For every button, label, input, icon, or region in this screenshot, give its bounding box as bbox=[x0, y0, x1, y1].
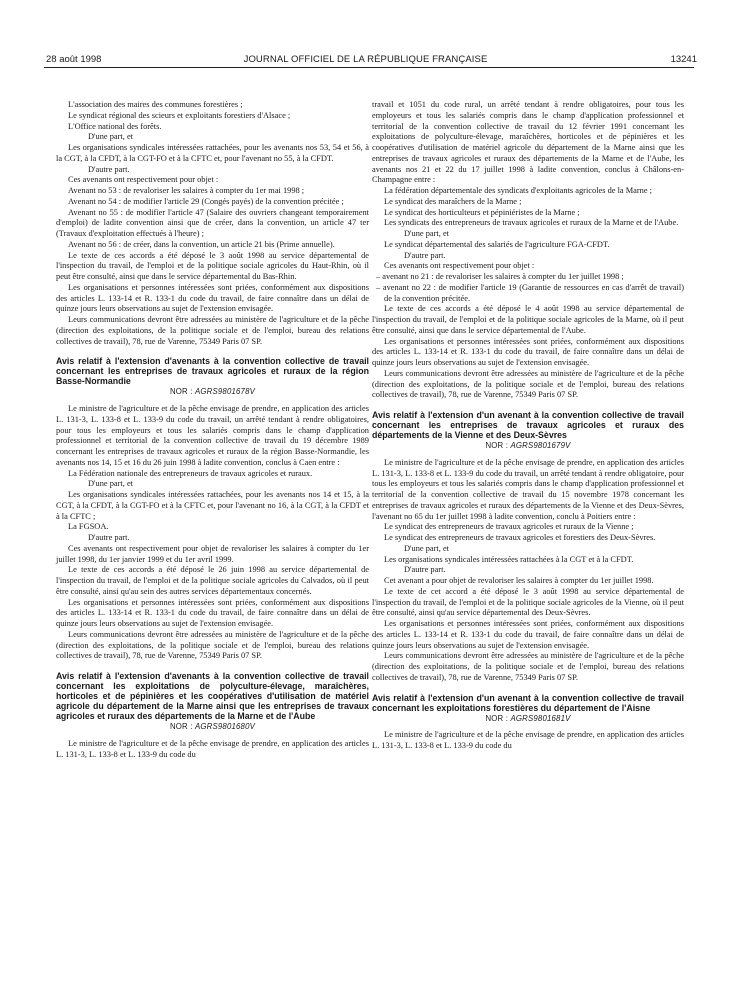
paragraph: Cet avenant a pour objet de revaloriser les salaires à compter du 1er juillet 1998. bbox=[384, 576, 654, 585]
paragraph: Le ministre de l'agriculture et de la pêche envisage de prendre, en application des articles L. 131-3, L. 133-8 et L. 133-9 du code du bbox=[372, 730, 684, 750]
paragraph: Les organisations syndicales intéressées rattachées, pour les avenants nos 14 et 15, à la CGT, à la CFDT, à la CGT-FO et à la CFTC et, pour l'avenant no 16, à la CGT, à la CFDT et à la CFTC ; bbox=[56, 490, 369, 521]
page-header bbox=[0, 54, 731, 68]
paragraph: Avenant no 54 : de modifier l'article 29 (Congés payés) de la convention précitée ; bbox=[68, 196, 344, 206]
nor-reference bbox=[56, 722, 369, 733]
paragraph: Leurs communications devront être adressées au ministère de l'agriculture et de la pêche (direction des exploitations, de la politique sociale et de l'emploi, bureau des relations collectives de travail), 78, rue de Varenne, 75349 Paris 07 SP. bbox=[56, 629, 369, 661]
paragraph: Le syndicat départemental des salariés de l'agriculture FGA-CFDT. bbox=[384, 239, 610, 249]
paragraph: La FGSOA. bbox=[68, 522, 109, 532]
nor-code: AGRS9801679V bbox=[510, 441, 571, 450]
paragraph: Le texte de ces accords a été déposé le 3 août 1998 au service départemental de l'inspection du travail, de l'emploi et de la politique sociale agricoles du Haut-Rhin, où il peut être consulté, ainsi que dans le service départemental du Bas-Rhin. bbox=[56, 250, 369, 281]
nor-reference bbox=[372, 714, 684, 725]
paragraph: L'association des maires des communes forestières ; bbox=[68, 100, 243, 109]
avis-title: Avis relatif à l'extension d'un avenant à la convention collective de travail concernant les entreprises de travaux agricoles et ruraux des départements de la Vienne et des Deux-Sèvres bbox=[372, 410, 684, 440]
paragraph: Les syndicats des entrepreneurs de travaux agricoles et ruraux de la Marne et de l'Aube. bbox=[384, 218, 679, 228]
paragraph: Le syndicat des horticulteurs et pépiniéristes de la Marne ; bbox=[384, 207, 580, 217]
right-column bbox=[372, 100, 684, 752]
nor-label: NOR : bbox=[169, 722, 193, 731]
paragraph: Le ministre de l'agriculture et de la pêche envisage de prendre, en application des articles L. 131-3, L. 133-8 et L. 133-9 du code du travail, un arrêté tendant à rendre obligatoire, pour tous les employeurs et tous les salariés compris dans le champ d'application professionnel et territorial de la convention collective de travail du 15 novembre 1978 concernant les entreprises de travaux agricoles et ruraux des départements de la Vienne et des Deux-Sèvres, l'avenant no 65 du 1er juillet 1998 à ladite convention, conclu à Poitiers entre : bbox=[372, 457, 684, 521]
paragraph: Les organisations et personnes intéressées sont priées, conformément aux dispositions des articles L. 133-14 et R. 133-1 du code du travail, de faire connaître dans un délai de quinze jours leurs observations au sujet de l'extension envisagée. bbox=[56, 282, 369, 314]
paragraph: Leurs communications devront être adressées au ministère de l'agriculture et de la pêche (direction des exploitations, de la politique sociale et de l'emploi, bureau des relations collectives de travail), 78, rue de Varenne, 75349 Paris 07 SP. bbox=[372, 368, 684, 400]
paragraph: La fédération départementale des syndicats d'exploitants agricoles de la Marne ; bbox=[384, 186, 653, 195]
paragraph: D'autre part. bbox=[88, 533, 130, 542]
paragraph: Le syndicat des entrepreneurs de travaux agricoles et forestiers des Deux-Sèvres. bbox=[384, 533, 656, 542]
paragraph: Le texte de cet accord a été déposé le 3 août 1998 au service départemental de l'inspection du travail, de l'emploi et de la politique sociale agricoles de la Vienne, où il peut être consulté, ainsi qu'au service départemental des Deux-Sèvres. bbox=[372, 586, 684, 618]
nor-reference bbox=[56, 387, 369, 398]
paragraph: Le texte de ces accords a été déposé le 26 juin 1998 au service départemental de l'inspection du travail, de l'emploi et de la politique sociale agricoles du Calvados, où il peut être consulté, ainsi qu'au sein des autres services départementaux concernés. bbox=[56, 565, 369, 596]
paragraph: Les organisations et personnes intéressées sont priées, conformément aux dispositions des articles L. 133-14 et R. 133-1 du code du travail, de faire connaître dans un délai de quinze jours leurs observations au sujet de l'extension envisagée. bbox=[372, 336, 684, 367]
nor-code: AGRS9801678V bbox=[194, 387, 256, 397]
paragraph: Le syndicat des maraîchers de la Marne ; bbox=[384, 196, 522, 206]
paragraph: D'autre part. bbox=[404, 565, 446, 575]
paragraph: Leurs communications devront être adressées au ministère de l'agriculture et de la pêche (direction des exploitations, de la politique sociale et de l'emploi, bureau des relations collectives de travail), 78, rue de Varenne, 75349 Paris 07 SP. bbox=[372, 651, 684, 682]
paragraph: D'une part, et bbox=[404, 543, 449, 553]
paragraph: Le ministre de l'agriculture et de la pêche envisage de prendre, en application des articles L. 131-3, L. 133-8 et L. 133-9 du code du travail, un arrêté tendant à rendre obligatoires, pour tous les employeurs et tous les salariés compris dans le champ d'application professionnel et territorial de la convention collective de travail du 19 décembre 1989 concernant les entreprises de travaux agricoles et ruraux de la région Basse-Normandie, les avenants nos 14, 15 et 16 du 26 juin 1998 à ladite convention, conclus à Caen entre : bbox=[56, 404, 369, 467]
header-rule bbox=[44, 67, 694, 68]
paragraph: travail et 1051 du code rural, un arrêté tendant à rendre obligatoires, pour tous les employeurs et tous les salariés compris dans le champ d'application professionnel et territorial de la convention collective de travail du 12 février 1991 concernant les exploitations de polyculture-élevage, maraîchères, horticoles et de pépinières et les coopératives d'utilisation de matériel agricole du département de la Marne ainsi que les entreprises de travaux agricoles et ruraux des départements de la Marne et de l'Aube, les avenants nos 21 et 22 du 17 juillet 1998 à ladite convention, conclus à Châlons-en-Champagne entre : bbox=[372, 100, 684, 185]
paragraph: Le ministre de l'agriculture et de la pêche envisage de prendre, en application des articles L. 131-3, L. 133-8 et L. 133-9 du code du bbox=[56, 738, 369, 759]
paragraph: D'une part, et bbox=[88, 479, 133, 489]
paragraph: Ces avenants ont respectivement pour objet de revaloriser les salaires à compter du 1er juillet 1998, du 1er janvier 1999 et du 1er avril 1999. bbox=[56, 543, 369, 564]
header-date: 28 août 1998 bbox=[46, 54, 102, 65]
avis-heading bbox=[372, 410, 684, 440]
paragraph: D'autre part. bbox=[404, 250, 446, 260]
header-page-number: 13241 bbox=[670, 54, 697, 65]
paragraph: D'une part, et bbox=[404, 229, 449, 238]
paragraph: Avenant no 56 : de créer, dans la convention, un article 21 bis (Prime annuelle). bbox=[68, 239, 335, 249]
paragraph: Les organisations syndicales intéressées rattachées, pour les avenants nos 53, 54 et 56, à la CGT, à la CFDT, à la CGT-FO et à la CFTC et, pour l'avenant no 55, à la CFDT. bbox=[56, 143, 369, 163]
paragraph: Avenant no 55 : de modifier l'article 47 (Salaire des ouvriers changeant temporairement d'emploi) de ladite convention ainsi que de créer, dans la convention, un article 47 ter (Travaux d'exploitation effectués à l'heure) ; bbox=[56, 207, 369, 238]
avis-title: Avis relatif à l'extension d'avenants à la convention collective de travail concernant les entreprises de travaux agricoles et ruraux de la région Basse-Normandie bbox=[56, 356, 369, 387]
paragraph: La Fédération nationale des entrepreneurs de travaux agricoles et ruraux. bbox=[68, 468, 313, 478]
paragraph: D'une part, et bbox=[88, 132, 133, 142]
header-journal-title: JOURNAL OFFICIEL DE LA RÉPUBLIQUE FRANÇAISE bbox=[243, 54, 488, 65]
left-column bbox=[56, 100, 369, 760]
paragraph: D'autre part. bbox=[88, 164, 130, 174]
paragraph: L'Office national des forêts. bbox=[68, 121, 162, 131]
paragraph: Les organisations et personnes intéressées sont priées, conformément aux dispositions des articles L. 133-14 et R. 133-1 du code du travail, de faire connaître dans un délai de quinze jours leurs observations au sujet de l'extension envisagée. bbox=[56, 597, 369, 628]
nor-label: NOR : bbox=[485, 713, 509, 723]
paragraph: Le syndicat des entrepreneurs de travaux agricoles et ruraux de la Vienne ; bbox=[384, 522, 634, 532]
nor-code: AGRS9801681V bbox=[510, 713, 571, 723]
paragraph: Le syndicat régional des scieurs et exploitants forestiers d'Alsace ; bbox=[68, 110, 291, 120]
avis-heading bbox=[56, 671, 369, 721]
paragraph: Ces avenants ont respectivement pour objet : bbox=[68, 175, 219, 185]
paragraph: Les organisations syndicales intéressées rattachées à la CGT et à la CFDT. bbox=[384, 554, 634, 564]
paragraph: Ces avenants ont respectivement pour objet : bbox=[384, 261, 535, 271]
nor-label: NOR : bbox=[169, 387, 193, 397]
paragraph: Avenant no 53 : de revaloriser les salaires à compter du 1er mai 1998 ; bbox=[68, 186, 305, 195]
avis-title: Avis relatif à l'extension d'avenants à la convention collective de travail concernant les exploitations de polyculture-élevage, maraîchères, horticoles et de pépinières et les coopératives d'utilisation de matériel agricole du département de la Marne ainsi que les entreprises de travaux agricoles et ruraux des départements de la Marne et de l'Aube bbox=[56, 671, 369, 721]
paragraph: Le texte de ces accords a été déposé le 4 août 1998 au service départemental de l'inspection du travail, de l'emploi et de la politique sociale agricoles de la Marne, où il peut être consulté, ainsi que dans le service départemental de l'Aube. bbox=[372, 304, 684, 335]
nor-reference bbox=[372, 441, 684, 452]
avis-heading bbox=[56, 356, 369, 386]
paragraph: Les organisations et personnes intéressées sont priées, conformément aux dispositions des articles L. 133-14 et R. 133-1 du code du travail, de faire connaître dans un délai de quinze jours leurs observations au sujet de l'extension envisagée. bbox=[372, 619, 684, 650]
avis-heading bbox=[372, 693, 684, 713]
list-item: – avenant no 22 : de modifier l'article 19 (Garantie de ressources en cas d'arrêt de travail) de la convention précitée. bbox=[376, 282, 684, 303]
nor-label: NOR : bbox=[485, 441, 509, 450]
avis-title: Avis relatif à l'extension d'un avenant à la convention collective de travail concernant les exploitations forestières du département de l'Aisne bbox=[372, 692, 684, 713]
paragraph: Leurs communications devront être adressées au ministère de l'agriculture et de la pêche (direction des exploitations, de la politique sociale et de l'emploi, bureau des relations collectives de travail), 78, rue de Varenne, 75349 Paris 07 SP. bbox=[56, 315, 369, 346]
nor-code: AGRS9801680V bbox=[194, 722, 256, 731]
list-item: – avenant no 21 : de revaloriser les salaires à compter du 1er juillet 1998 ; bbox=[376, 272, 624, 281]
